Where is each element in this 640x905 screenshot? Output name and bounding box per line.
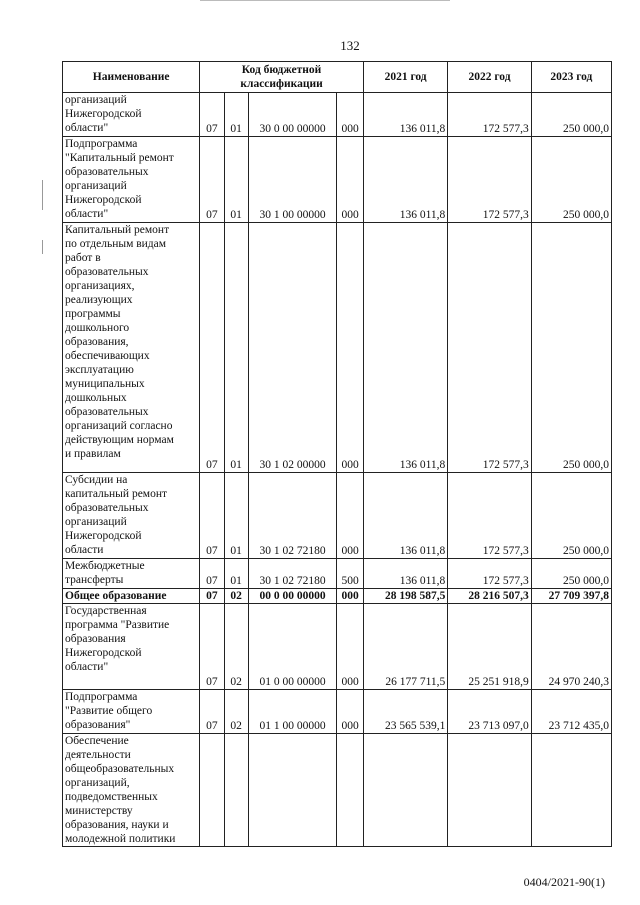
- table-row: [63, 473, 612, 559]
- header-2021: 2021 год: [363, 62, 447, 93]
- cell-2022: 172 577,3: [448, 137, 531, 223]
- cell-expense-type: 000: [337, 589, 363, 604]
- row-label: организаций Нижегородской области": [65, 94, 142, 134]
- cell-name: [63, 93, 200, 137]
- cell-subsection: 02: [224, 604, 248, 690]
- row-label: Субсидии на капитальный ремонт образовательных организаций Нижегородской области: [65, 474, 168, 556]
- cell-subsection: 01: [224, 223, 248, 473]
- cell-2022: 172 577,3: [448, 559, 531, 589]
- cell-2021: 28 198 587,5: [363, 589, 447, 604]
- cell-subsection: 02: [224, 589, 248, 604]
- scan-artifact-line: [200, 0, 450, 1]
- cell-section: 07: [200, 589, 224, 604]
- row-label: Капитальный ремонт по отдельным видам работ в образовательных организациях, реализующих программы дошкольного образования, обеспечивающих эксплуатацию муниципальных дошкольных образовательных организаций согласно действующим нормам и правилам: [65, 224, 174, 460]
- cell-expense-type: 000: [337, 473, 363, 559]
- cell-2021: 26 177 711,5: [363, 604, 447, 690]
- document-code: 0404/2021-90(1): [523, 875, 605, 889]
- scan-margin-mark: [42, 180, 43, 210]
- cell-2023: 250 000,0: [531, 473, 611, 559]
- table-row: [63, 137, 612, 223]
- row-label: Подпрограмма "Развитие общего образования": [65, 691, 153, 731]
- cell-expense-type: 500: [337, 559, 363, 589]
- table-row: [63, 734, 612, 847]
- cell-name: [63, 559, 200, 589]
- cell-name: [63, 137, 200, 223]
- cell-2022: 23 713 097,0: [448, 690, 531, 734]
- table-row: [63, 589, 612, 604]
- page-number: 132: [340, 38, 360, 53]
- cell-section: 07: [200, 559, 224, 589]
- cell-2022: 172 577,3: [448, 93, 531, 137]
- cell-2022: 25 251 918,9: [448, 604, 531, 690]
- cell-2023: 250 000,0: [531, 137, 611, 223]
- cell-target-article: 30 0 00 00000: [248, 93, 337, 137]
- cell-expense-type: 000: [337, 223, 363, 473]
- cell-subsection: 01: [224, 93, 248, 137]
- cell-name: [63, 589, 200, 604]
- budget-table: [62, 61, 612, 847]
- cell-section: 07: [200, 473, 224, 559]
- table-row: [63, 559, 612, 589]
- cell-2022: [448, 734, 531, 847]
- row-label: Государственная программа "Развитие образования Нижегородской области": [65, 605, 170, 673]
- cell-2022: 172 577,3: [448, 473, 531, 559]
- cell-target-article: 01 0 00 00000: [248, 604, 337, 690]
- cell-section: 07: [200, 137, 224, 223]
- cell-name: [63, 604, 200, 690]
- cell-2023: 250 000,0: [531, 559, 611, 589]
- table-row: [63, 93, 612, 137]
- cell-target-article: 01 1 00 00000: [248, 690, 337, 734]
- cell-expense-type: 000: [337, 604, 363, 690]
- cell-subsection: 02: [224, 690, 248, 734]
- cell-2021: 136 011,8: [363, 559, 447, 589]
- row-label: Межбюджетные трансферты: [65, 560, 145, 586]
- cell-2023: 27 709 397,8: [531, 589, 611, 604]
- table-row: [63, 604, 612, 690]
- cell-target-article: 30 1 02 72180: [248, 559, 337, 589]
- cell-section: 07: [200, 604, 224, 690]
- cell-2021: 136 011,8: [363, 137, 447, 223]
- cell-expense-type: 000: [337, 137, 363, 223]
- cell-2023: 250 000,0: [531, 93, 611, 137]
- cell-target-article: 30 1 00 00000: [248, 137, 337, 223]
- cell-name: [63, 473, 200, 559]
- row-label: Подпрограмма "Капитальный ремонт образовательных организаций Нижегородской области": [65, 138, 174, 220]
- cell-section: 07: [200, 223, 224, 473]
- table-header-row: [63, 62, 612, 93]
- cell-2022: 172 577,3: [448, 223, 531, 473]
- cell-subsection: 01: [224, 473, 248, 559]
- cell-target-article: 00 0 00 00000: [248, 589, 337, 604]
- cell-2021: 23 565 539,1: [363, 690, 447, 734]
- cell-section: 07: [200, 690, 224, 734]
- header-2022: 2022 год: [448, 62, 531, 93]
- cell-2023: 250 000,0: [531, 223, 611, 473]
- header-name: Наименование: [63, 62, 200, 93]
- cell-name: [63, 223, 200, 473]
- cell-section: 07: [200, 93, 224, 137]
- row-label: Общее образование: [65, 590, 167, 602]
- header-2023: 2023 год: [531, 62, 611, 93]
- cell-2021: 136 011,8: [363, 473, 447, 559]
- cell-target-article: 30 1 02 00000: [248, 223, 337, 473]
- cell-section: [200, 734, 224, 847]
- cell-expense-type: 000: [337, 690, 363, 734]
- cell-2021: 136 011,8: [363, 93, 447, 137]
- cell-target-article: 30 1 02 72180: [248, 473, 337, 559]
- scan-margin-mark: [42, 240, 43, 254]
- cell-expense-type: [337, 734, 363, 847]
- table-row: [63, 223, 612, 473]
- header-code: Код бюджетной классификации: [200, 62, 364, 93]
- cell-name: [63, 690, 200, 734]
- cell-2023: 24 970 240,3: [531, 604, 611, 690]
- cell-target-article: [248, 734, 337, 847]
- cell-subsection: 01: [224, 137, 248, 223]
- cell-2023: [531, 734, 611, 847]
- table-row: [63, 690, 612, 734]
- row-label: Обеспечение деятельности общеобразовательных организаций, подведомственных министерству образования, науки и молодежной политики: [65, 735, 176, 845]
- cell-2021: [363, 734, 447, 847]
- cell-name: [63, 734, 200, 847]
- cell-expense-type: 000: [337, 93, 363, 137]
- cell-subsection: [224, 734, 248, 847]
- cell-2021: 136 011,8: [363, 223, 447, 473]
- cell-2022: 28 216 507,3: [448, 589, 531, 604]
- cell-subsection: 01: [224, 559, 248, 589]
- cell-2023: 23 712 435,0: [531, 690, 611, 734]
